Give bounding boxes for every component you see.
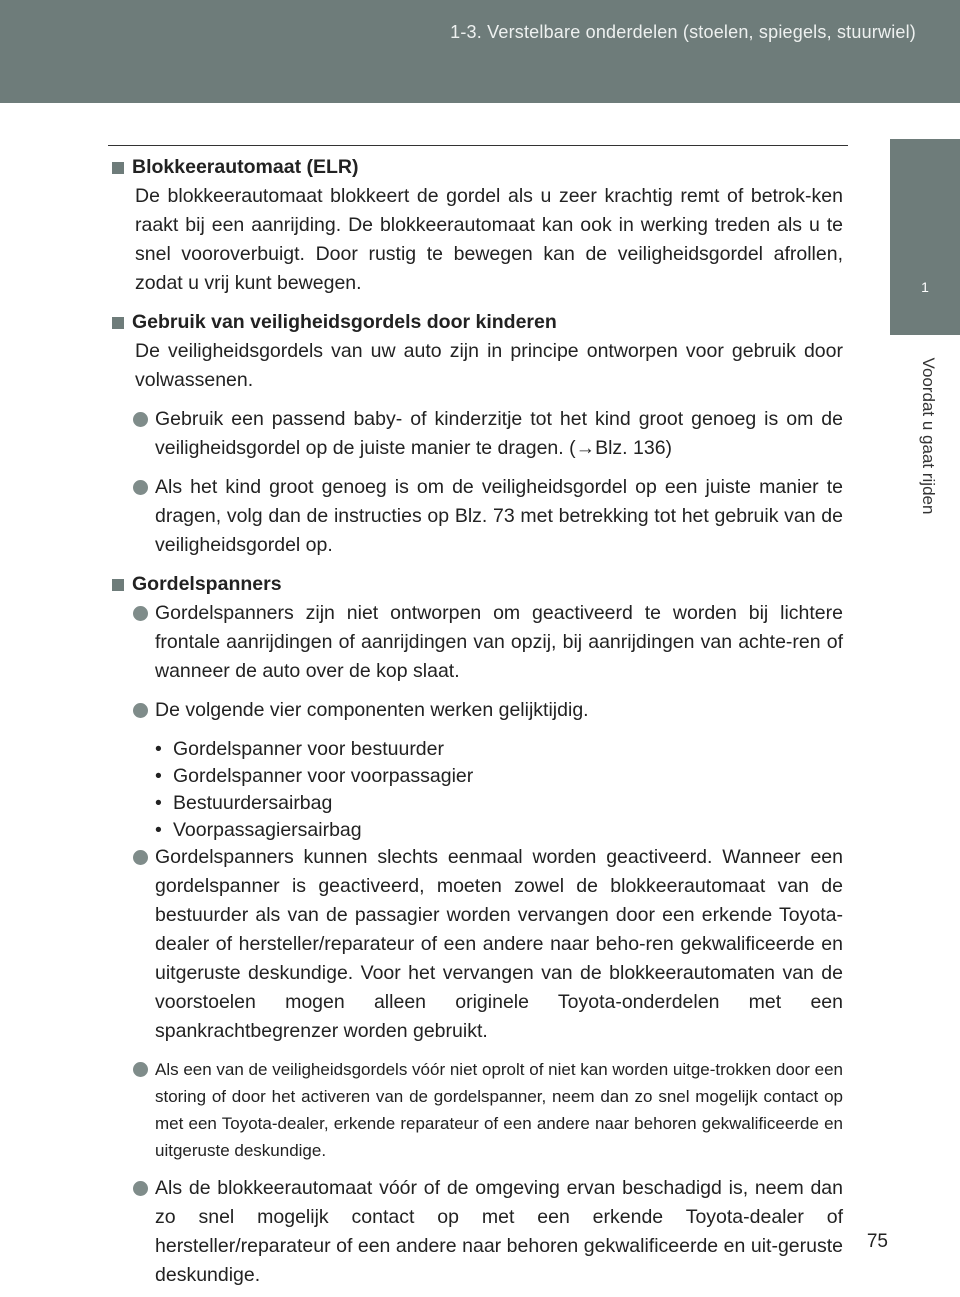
list-item <box>112 599 843 686</box>
section-heading-text: Blokkeerautomaat (ELR) <box>132 156 359 178</box>
chapter-side-label-text: Voordat u gaat rijden <box>919 357 938 515</box>
list-item-text: Als een van de veiligheidsgordels vóór niet oprolt of niet kan worden uitge-trokken door een storing of door het activeren van de gordelspanner, neem dan zo snel mogelijk contact op met een Toyota-dealer, erkende reparateur of een andere naar behoren gekwalificeerde en uitgeruste deskundige. <box>155 1060 843 1160</box>
page-content <box>112 153 843 1290</box>
square-bullet-icon <box>112 162 124 174</box>
list-item-text: Gebruik een passend baby- of kinderzitje tot het kind groot genoeg is om de veiligheidsgordel op de juiste manier te dragen. (→Blz. 136) <box>155 408 843 459</box>
list-item-text: De volgende vier componenten werken gelijktijdig. <box>155 699 589 721</box>
component-list <box>112 735 843 843</box>
round-bullet-icon <box>133 850 148 865</box>
list-item <box>112 1174 843 1290</box>
round-bullet-icon <box>133 1181 148 1196</box>
round-bullet-icon <box>133 480 148 495</box>
list-item <box>112 405 843 463</box>
list-item <box>112 696 843 725</box>
list-item-text: Als het kind groot genoeg is om de veiligheidsgordel op een juiste manier te dragen, volg dan de instructies op Blz. 73 met betrekking tot het gebruik van de veiligheidsgordel op. <box>155 476 843 556</box>
round-bullet-icon <box>133 703 148 718</box>
list-item-text: Gordelspanners zijn niet ontworpen om geactiveerd te worden bij lichtere frontale aanrijdingen of aanrijdingen van opzij, bij aanrijdingen van achte-ren of wanneer de auto over de kop slaat. <box>155 602 843 682</box>
component-item: • Gordelspanner voor bestuurder <box>155 735 843 762</box>
section-heading-children <box>112 308 843 337</box>
list-item-text: Gordelspanners kunnen slechts eenmaal worden geactiveerd. Wanneer een gordelspanner is geactiveerd, moeten zowel de blokkeerautomaat van de bestuurder als van de passagier worden vervangen door een erkende Toyota-dealer of hersteller/reparateur of een andere naar beho-ren gekwalificeerde en uitgeruste deskundige. Voor het vervangen van de blokkeerautomaten van de voorstoelen mogen alleen originele Toyota-onderdelen met een spankrachtbegrenzer worden gebruikt. <box>155 846 843 1042</box>
header-bar <box>0 0 960 103</box>
top-divider <box>108 145 848 146</box>
page-number: 75 <box>866 1231 888 1252</box>
list-item-text: Als de blokkeerautomaat vóór of de omgeving ervan beschadigd is, neem dan zo snel mogelijk contact op met een erkende Toyota-dealer of hersteller/reparateur of een andere naar behoren gekwalificeerde en uit-geruste deskundige. <box>155 1177 843 1286</box>
round-bullet-icon <box>133 606 148 621</box>
list-item <box>112 473 843 560</box>
list-item <box>112 1056 843 1164</box>
section-heading-text: Gordelspanners <box>132 573 282 595</box>
component-item: • Voorpassagiersairbag <box>155 816 843 843</box>
component-item: • Bestuurdersairbag <box>155 789 843 816</box>
list-item <box>112 843 843 1046</box>
component-item: • Gordelspanner voor voorpassagier <box>155 762 843 789</box>
chapter-title: 1-3. Verstelbare onderdelen (stoelen, spiegels, stuurwiel) <box>450 22 916 42</box>
elr-paragraph: De blokkeerautomaat blokkeert de gordel als u zeer krachtig remt of betrok-ken raakt bij een aanrijding. De blokkeerautomaat kan ook in werking treden als u te snel vooroverbuigt. Door rustig te bewegen kan de veiligheidsgordel afrollen, zodat u vrij kunt bewegen. <box>135 185 843 294</box>
round-bullet-icon <box>133 1062 148 1077</box>
section-heading-elr <box>112 153 843 182</box>
section-heading-text: Gebruik van veiligheidsgordels door kinderen <box>132 311 557 333</box>
children-paragraph: De veiligheidsgordels van uw auto zijn in principe ontworpen voor gebruik door volwassenen. <box>135 340 843 391</box>
square-bullet-icon <box>112 317 124 329</box>
chapter-tab <box>890 139 960 335</box>
round-bullet-icon <box>133 412 148 427</box>
chapter-side-label <box>918 336 936 536</box>
section-heading-pretensioners <box>112 570 843 599</box>
chapter-number: 1 <box>921 279 929 295</box>
square-bullet-icon <box>112 579 124 591</box>
